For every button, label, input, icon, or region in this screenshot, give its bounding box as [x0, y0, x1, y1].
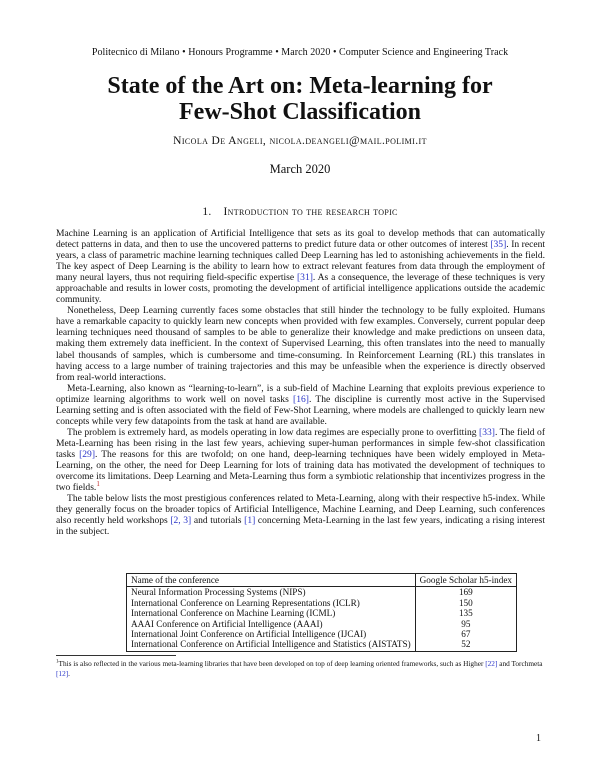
text-run: The problem is extremely hard, as models operating in low data regimes are especially prone to overfitting [67, 426, 480, 438]
table-row [127, 587, 517, 598]
table-row [127, 619, 517, 629]
h5-index-cell: 169 [415, 587, 516, 598]
text-run: concerning Meta-Learning in the last few years, indicating a rising interest in the subject. [56, 515, 546, 538]
footnote [56, 659, 545, 679]
h5-index-cell: 67 [415, 629, 516, 639]
h5-index-cell: 135 [415, 608, 516, 618]
citation-link[interactable]: [12] [56, 669, 69, 678]
column-header-h5-index: Google Scholar h5-index [415, 574, 516, 587]
citation-link[interactable]: [1] [244, 515, 256, 527]
h5-index-cell: 95 [415, 619, 516, 629]
section-number: 1. [202, 206, 212, 218]
paragraph-5 [56, 493, 545, 537]
paragraph-1 [56, 228, 545, 305]
text-run: . The discipline is currently most active in the Supervised Learning setting and is often associated with the field of Few-Shot Learning, where models are challenged to quickly learn new concepts while very few datapoints from the task at hand are available. [56, 393, 545, 427]
citation-link[interactable]: [22] [485, 659, 498, 668]
table-header-row [127, 574, 517, 587]
conference-name-cell: International Conference on Artificial Intelligence and Statistics (AISTATS) [127, 639, 416, 651]
text-run: This is also reflected in the various meta-learning libraries that have been developed on top of deep learning oriented frameworks, such as Higher [58, 659, 486, 668]
conference-name-cell: International Conference on Learning Representations (ICLR) [127, 598, 416, 608]
conference-name-cell: International Joint Conference on Artificial Intelligence (IJCAI) [127, 629, 416, 639]
footnote-mark: 1 [56, 659, 59, 665]
h5-index-cell: 52 [415, 639, 516, 651]
citation-link[interactable]: [35] [490, 239, 507, 251]
text-run: and Torchmeta [497, 659, 543, 668]
section-heading [0, 206, 600, 218]
text-run: . As a consequence, the leverage of these techniques is very approachable and results in lower costs, promoting the development of artificial intelligence applications outside the academic community. [56, 272, 546, 306]
text-run: and tutorials [191, 515, 245, 527]
paragraph-4 [56, 427, 545, 493]
text-run: . The reasons for this are twofold; on one hand, deep-learning techniques have been widely employed in Meta-Learning, on the other, the need for Deep Learning for lots of training data has motivated the development of techniques to overcome its limitations. Deep Learning and Meta-Learning thus form a symbiotic relationship that incentivizes progress in the two fields. [56, 448, 545, 494]
table-row [127, 629, 517, 639]
text-run: Machine Learning is an application of Artificial Intelligence that sets as its goal to develop methods that can automatically detect patterns in data, and then to use the uncovered patterns to predict future data or other outcomes of interest [56, 228, 545, 251]
conference-table [126, 573, 517, 652]
column-header-conference: Name of the conference [127, 574, 416, 587]
body-text [56, 228, 545, 537]
paper-title-line-1: State of the Art on: Meta-learning for [107, 73, 493, 99]
paper-date: March 2020 [269, 162, 331, 176]
text-run: Meta-Learning, also known as “learning-to-learn”, is a sub-field of Machine Learning that exploits previous experience to optimize learning algorithms to work well on novel tasks [56, 382, 545, 405]
conference-name-cell: International Conference on Machine Learning (ICML) [127, 608, 416, 618]
text-run: . The field of Meta-Learning has been rising in the last few years, achieving super-human performances in simple few-shot classification tasks [56, 426, 546, 460]
section-title: Introduction to the research topic [223, 206, 398, 218]
paragraph-2: Nonetheless, Deep Learning currently faces some obstacles that still hinder the technology to be fully exploited. Humans have a remarkable capacity to quickly learn new concepts when provided with few examples. Conversely, current popular deep learning techniques need thousand of samples to be able to generalize their knowledge and make predictions on unseen data, making them extremely data inefficient. In the context of Supervised Learning, this often translates into the need to manually label thousands of samples, which is cumbersome and time-consuming. In Reinforcement Learning (RL) this translates in having access to a large number of training trajectories and this may be unfeasible when the experience is directly observed from real-world interactions. [56, 305, 545, 383]
text-run: The table below lists the most prestigious conferences related to Meta-Learning, along with their respective h5-index. While they generally focus on the broader topics of Artificial Intelligence, Machine Learning, and Deep Learning, such conferences also recently held workshops [56, 493, 545, 527]
footnote-reference-link[interactable]: 1 [96, 479, 100, 488]
h5-index-cell: 150 [415, 598, 516, 608]
author-line: Nicola De Angeli, nicola.deangeli@mail.polimi.it [173, 135, 427, 147]
table-row [127, 598, 517, 608]
table-row [127, 608, 517, 618]
citation-link[interactable]: [31] [297, 272, 313, 284]
paper-title [0, 73, 600, 125]
citation-link[interactable]: [2, 3] [170, 515, 192, 527]
citation-link[interactable]: [16] [293, 393, 309, 405]
conference-name-cell: Neural Information Processing Systems (NIPS) [127, 587, 416, 598]
page-number: 1 [536, 733, 541, 744]
paper-title-line-2: Few-Shot Classification [179, 99, 421, 125]
table-row [127, 639, 517, 651]
citation-link[interactable]: [33] [479, 426, 495, 438]
text-run: . [68, 669, 70, 678]
running-header: Politecnico di Milano • Honours Programme • March 2020 • Computer Science and Engineering Track [91, 47, 509, 58]
citation-link[interactable]: [29] [79, 448, 95, 460]
footnote-divider [56, 655, 176, 656]
conference-name-cell: AAAI Conference on Artificial Intelligence (AAAI) [127, 619, 416, 629]
paragraph-3 [56, 383, 545, 427]
text-run: . In recent years, a class of parametric machine learning techniques called Deep Learning has led to astonishing achievements in the field. The key aspect of Deep Learning is the ability to learn how to extract relevant features from data through the employment of many neural layers, thus not requiring field-specific expertise [56, 239, 545, 284]
